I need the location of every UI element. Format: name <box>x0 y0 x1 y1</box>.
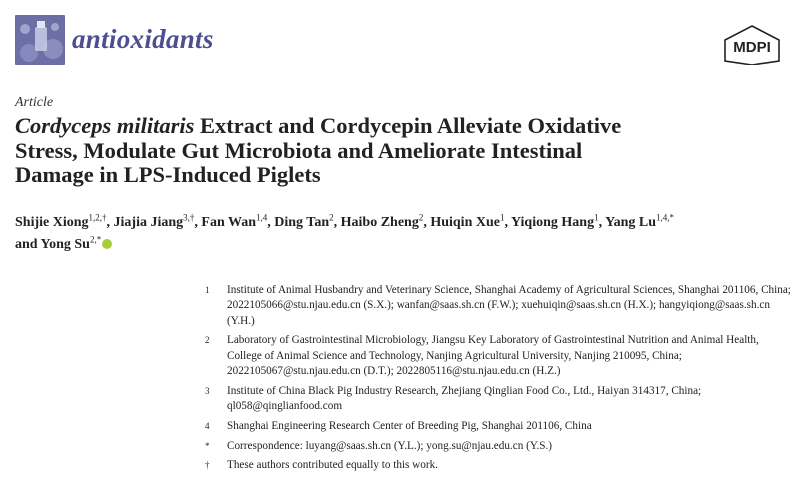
author-affil: 2 <box>329 212 334 223</box>
article-title <box>15 114 790 188</box>
affiliation-text: Institute of Animal Husbandry and Veterinary Science, Shanghai Academy of Agricultural Sciences, Shanghai 201106, China; 2022105066@stu.njau.edu.cn (S.X.); wanfan@saas.sh.cn (F.W.); xuehuiqin@saas.sh.cn (H.X.); hangyiqiong@saas.sh.cn (Y.H.) <box>227 284 791 327</box>
title-line3: Damage in LPS-Induced Piglets <box>15 162 321 187</box>
author-affil: 1,4 <box>256 212 268 223</box>
author[interactable]: Haibo Zheng <box>340 215 419 230</box>
author-affil: 3,† <box>183 212 195 223</box>
author-affil: 2,* <box>89 234 102 245</box>
affiliation-item <box>205 283 795 329</box>
affiliations <box>205 283 795 478</box>
equal-contribution-item <box>205 458 795 473</box>
affiliation-item <box>205 384 795 415</box>
antioxidants-logo-icon <box>15 15 65 65</box>
title-line1: Extract and Cordycepin Alleviate Oxidative <box>194 113 622 138</box>
author[interactable]: Shijie Xiong <box>15 215 89 230</box>
affiliation-item <box>205 333 795 379</box>
equal-contribution-text: These authors contributed equally to this work. <box>227 459 438 472</box>
title-italic: Cordyceps militaris <box>15 113 195 138</box>
affiliation-text: Laboratory of Gastrointestinal Microbiology, Jiangsu Key Laboratory of Gastrointestinal Nutrition and Animal Health, College of Animal Science and Technology, Nanjing Agricultural University, Nanjing 210095, China; 2022105067@stu.njau.edu.cn (D.T.); 2022805116@stu.njau.edu.cn (H.Z.) <box>227 334 759 377</box>
affiliation-marker: * <box>205 440 210 451</box>
correspondence-text: Correspondence: luyang@saas.sh.cn (Y.L.); yong.su@njau.edu.cn (Y.S.) <box>227 439 552 452</box>
title-line2: Stress, Modulate Gut Microbiota and Ameliorate Intestinal <box>15 137 583 163</box>
author[interactable]: Jiajia Jiang <box>113 215 184 230</box>
correspondence-item <box>205 439 795 454</box>
affiliation-item <box>205 419 795 434</box>
publisher-logo[interactable] <box>722 25 782 65</box>
author-affil: 1 <box>594 212 599 223</box>
author[interactable]: Huiqin Xue <box>430 215 500 230</box>
affiliation-marker: 1 <box>205 285 210 295</box>
affiliation-marker: 4 <box>205 420 210 431</box>
author-list: Shijie Xiong$^{1,2,\dagger}$, Jiajia Jiang$^{3,\dagger}$, Fan Wan$^{1,4}$, Ding Tan$^2$, Haibo Zheng$^2$, Huiqin Xue$^1$, Yiqiong Hang$^1$, Yang $Lu^{1,4,*}$ and Yong $Su^{2,*}$ <box>15 212 675 252</box>
journal-name[interactable]: antioxidants <box>72 24 214 54</box>
author-affil: 2 <box>418 212 424 223</box>
affiliation-text: Shanghai Engineering Research Center of Breeding Pig, Shanghai 201106, China <box>227 419 592 432</box>
publisher-name: MDPI <box>733 39 771 56</box>
orcid-icon[interactable] <box>102 239 112 249</box>
author-affil: 1,4,* <box>656 212 675 223</box>
author[interactable]: Yang Lu <box>605 215 657 230</box>
journal-logo <box>15 15 65 65</box>
affiliation-text: Institute of China Black Pig Industry Research, Zhejiang Qinglian Food Co., Ltd., Haiyan 314317, China; ql058@qinglianfood.com <box>227 384 702 413</box>
author[interactable]: and Yong Su <box>15 237 90 252</box>
author-affil: 1 <box>499 212 505 223</box>
article-type: Article <box>15 95 54 110</box>
mdpi-logo-icon <box>722 25 782 65</box>
affiliation-marker: 2 <box>205 335 210 346</box>
author[interactable]: Ding Tan <box>274 215 330 230</box>
affiliation-marker: 3 <box>205 385 210 396</box>
author-affil: 1,2,† <box>88 212 107 223</box>
author[interactable]: Yiqiong Hang <box>510 215 595 230</box>
author[interactable]: Fan Wan <box>201 215 256 230</box>
affiliation-marker: † <box>205 460 210 471</box>
